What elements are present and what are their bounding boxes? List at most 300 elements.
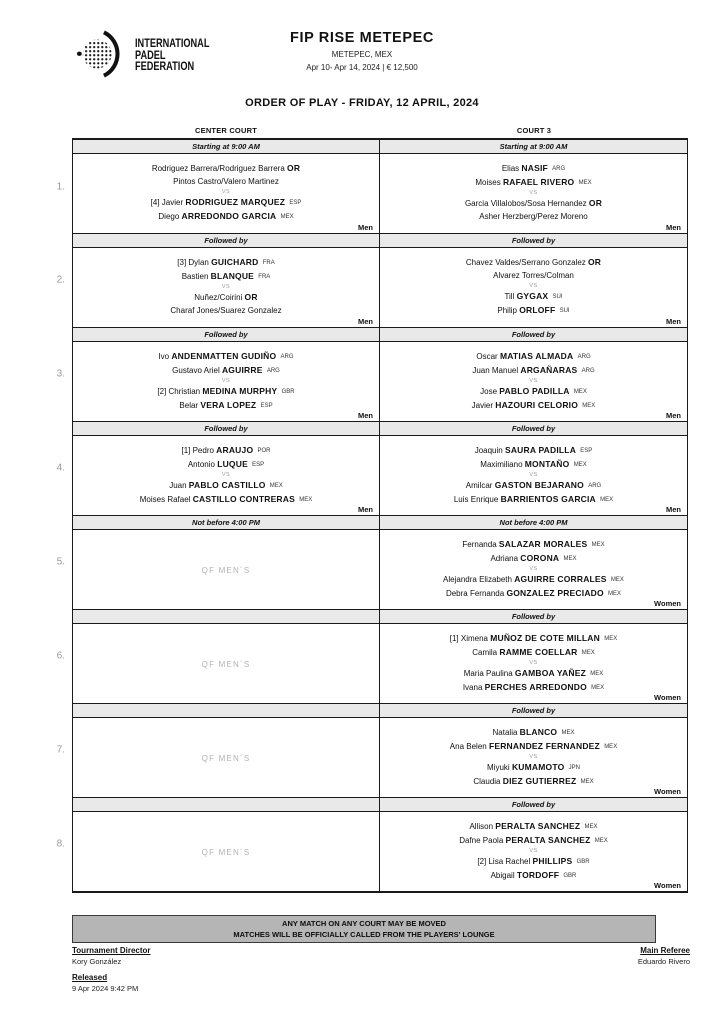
notice-line-2: MATCHES WILL BE OFFICIALLY CALLED FROM THE PLAYERS' LOUNGE (233, 930, 495, 939)
player-name-prefix: Camila (472, 647, 498, 657)
player-surname: AGUIRRE CORRALES (514, 574, 607, 584)
player-surname: OR (588, 257, 602, 267)
player-line (380, 479, 687, 493)
player-name-prefix: Maximiliano (480, 459, 523, 469)
match-slot-header: Followed by (380, 703, 687, 718)
player-line (380, 290, 687, 304)
match-slot-header (73, 797, 379, 812)
player-surname: BLANQUE (210, 270, 255, 281)
player-name-prefix: [4] Javier (150, 198, 184, 207)
player-name-prefix: Elias (501, 164, 520, 173)
row-number: 3. (56, 368, 65, 380)
player-line (380, 176, 687, 190)
gender-tag: Men (666, 411, 681, 420)
player-name-prefix: Adriana (490, 553, 519, 563)
match-cell-court-3 (380, 233, 687, 327)
padel-ball-icon (76, 28, 128, 85)
country-code: ESP (252, 461, 265, 468)
player-line (380, 350, 687, 364)
player-surname: OR (588, 198, 603, 208)
match-cell-center-court (73, 703, 380, 797)
match-slot-header: Followed by (380, 421, 687, 436)
country-code: MEX (563, 555, 577, 562)
player-name-prefix: Moises Rafael (139, 494, 191, 504)
player-surname: ARAUJO (216, 445, 254, 455)
player-surname: OR (287, 163, 301, 173)
player-name-prefix: Alejandra Elizabeth (443, 575, 512, 584)
player-line (380, 552, 687, 566)
player-line (73, 350, 379, 364)
vs-separator: VS (221, 284, 231, 290)
player-surname: ARGAÑARAS (520, 364, 578, 375)
player-line (380, 740, 687, 754)
player-line (380, 162, 687, 176)
player-surname: MUÑOZ DE COTE MILLAN (490, 633, 600, 643)
player-surname: MATIAS ALMADA (499, 351, 574, 361)
country-code: GBR (281, 389, 295, 395)
player-line (380, 646, 687, 660)
country-code: SUI (559, 307, 570, 314)
player-surname: SALAZAR MORALES (498, 539, 588, 549)
player-line (73, 364, 379, 378)
country-code: MEX (600, 496, 614, 503)
gender-tag: Men (358, 505, 373, 514)
vs-separator: VS (221, 378, 231, 384)
player-surname: OR (244, 292, 258, 302)
player-name-prefix: [1] Ximena (449, 634, 488, 643)
player-name-prefix: Amilcar (465, 481, 493, 490)
player-surname: PERALTA SANCHEZ (495, 821, 581, 831)
match-cell-body (380, 248, 687, 327)
player-name-prefix: Philip (497, 305, 517, 315)
row-number: 6. (56, 650, 65, 662)
qf-placeholder: QF MEN´S (201, 848, 251, 857)
match-cell-body (380, 718, 687, 797)
match-slot-header: Followed by (73, 421, 379, 436)
match-cell-center-court (73, 515, 380, 609)
match-cell-body (380, 812, 687, 891)
player-name-prefix: Luis Enrique (453, 494, 499, 504)
country-code: MEX (280, 213, 294, 220)
match-cell-body (380, 624, 687, 703)
player-line (380, 197, 687, 211)
match-slot-header: Starting at 9:00 AM (380, 140, 687, 154)
federation-logo (76, 28, 228, 85)
logo-line-2: PADEL (135, 49, 166, 62)
match-slot-header: Not before 4:00 PM (73, 515, 379, 530)
player-line (380, 587, 687, 601)
player-line (73, 176, 379, 189)
country-code: ARG (588, 483, 602, 489)
player-surname: PABLO CASTILLO (188, 480, 266, 490)
player-name-prefix: Dafne Paola (459, 835, 504, 845)
player-name-prefix: Moises (475, 177, 501, 187)
match-slot-header: Followed by (380, 233, 687, 248)
released-label: Released (72, 973, 108, 982)
match-cell-body (73, 436, 379, 515)
player-line (380, 211, 687, 224)
country-code: MEX (604, 636, 618, 642)
main-referee-label: Main Referee (640, 946, 690, 955)
player-surname: PHILLIPS (532, 856, 573, 866)
match-cell-body (380, 342, 687, 421)
player-name-prefix: Charaf Jones/Suarez Gonzalez (170, 305, 282, 315)
footer-info (72, 946, 690, 993)
country-code: MEX (591, 684, 605, 691)
player-name-prefix: Juan (169, 481, 187, 490)
schedule-row (56, 797, 687, 891)
match-cell-body (380, 154, 687, 233)
country-code: MEX (591, 542, 605, 548)
country-code: ARG (577, 354, 591, 360)
player-surname: TORDOFF (516, 869, 560, 880)
player-line (380, 681, 687, 695)
match-cell-court-3 (380, 421, 687, 515)
match-cell-center-court (73, 421, 380, 515)
court-header-center-court: CENTER COURT (195, 126, 257, 135)
player-name-prefix: [2] Lisa Rachel (477, 857, 531, 866)
player-surname: RAFAEL RIVERO (502, 176, 575, 187)
vs-separator: VS (529, 660, 538, 666)
match-cell-court-3 (380, 703, 687, 797)
match-slot-header: Starting at 9:00 AM (73, 140, 379, 154)
vs-separator: VS (529, 754, 538, 760)
country-code: GBR (576, 859, 590, 865)
match-cell-center-court (73, 327, 380, 421)
gender-tag: Women (654, 881, 681, 890)
player-surname: NASIF (521, 163, 548, 173)
row-number: 8. (56, 838, 65, 850)
match-cell-court-3 (380, 140, 687, 233)
match-cell-body (73, 718, 379, 797)
match-slot-header: Followed by (73, 233, 379, 248)
country-code: FRA (262, 260, 275, 266)
event-location: METEPEC, MEX (331, 50, 393, 59)
player-surname: LUQUE (217, 458, 248, 469)
country-code: MEX (573, 461, 587, 468)
gender-tag: Women (654, 599, 681, 608)
player-surname: DIEZ GUTIERREZ (502, 775, 577, 786)
logo-line-3: FEDERATION (135, 61, 195, 74)
country-code: MEX (580, 778, 594, 785)
gender-tag: Men (666, 317, 681, 326)
player-surname: PABLO PADILLA (499, 386, 570, 396)
country-code: FRA (258, 273, 271, 280)
match-cell-center-court (73, 609, 380, 703)
match-cell-court-3 (380, 515, 687, 609)
player-line (380, 667, 687, 681)
player-name-prefix: Pintos Castro/Valero Martinez (173, 176, 279, 186)
match-cell-body (73, 530, 379, 609)
match-cell-body (73, 248, 379, 327)
player-name-prefix: Chavez Valdes/Serrano Gonzalez (465, 258, 586, 267)
player-surname: BARRIENTOS GARCIA (500, 493, 596, 504)
schedule-row (56, 703, 687, 797)
footer-left (72, 946, 690, 993)
player-line (380, 493, 687, 507)
match-slot-header: Followed by (380, 327, 687, 342)
match-slot-header: Not before 4:00 PM (380, 515, 687, 530)
player-line (380, 256, 687, 270)
country-code: MEX (561, 730, 575, 736)
notice-band (72, 915, 656, 943)
match-slot-header: Followed by (380, 609, 687, 624)
player-line (73, 479, 379, 493)
player-line (380, 834, 687, 848)
player-name-prefix: Debra Fernanda (445, 588, 505, 598)
vs-separator: VS (529, 566, 538, 572)
match-cell-court-3 (380, 327, 687, 421)
player-line (73, 162, 379, 176)
match-cell-center-court (73, 797, 380, 891)
player-surname: FERNANDEZ FERNANDEZ (488, 740, 600, 751)
country-code: MEX (582, 402, 596, 409)
vs-separator: VS (529, 378, 538, 384)
player-name-prefix: Gustavo Ariel (172, 365, 220, 375)
player-line (380, 364, 687, 378)
match-cell-body (73, 812, 379, 891)
player-name-prefix: Bastien (181, 271, 209, 281)
vs-separator: VS (529, 848, 538, 854)
player-surname: MONTAÑO (524, 458, 570, 469)
country-code: JPN (568, 765, 580, 771)
match-cell-body (73, 342, 379, 421)
player-line (380, 444, 687, 458)
player-name-prefix: Garcia Villalobos/Sosa Hernandez (464, 199, 587, 208)
country-code: MEX (608, 590, 622, 597)
match-cell-court-3 (380, 609, 687, 703)
match-cell-center-court (73, 140, 380, 233)
notice-line-1: ANY MATCH ON ANY COURT MAY BE MOVED (282, 919, 446, 928)
schedule-row (56, 515, 687, 609)
row-number: 1. (56, 181, 65, 192)
match-slot-header: Followed by (380, 797, 687, 812)
schedule-row (56, 327, 687, 421)
match-cell-body (380, 436, 687, 515)
player-name-prefix: Natalia (492, 728, 518, 737)
schedule-row (56, 421, 687, 515)
player-line (380, 399, 687, 413)
player-name-prefix: Antonio (187, 459, 215, 469)
schedule-row (56, 609, 687, 703)
match-slot-header (73, 703, 379, 718)
match-cell-center-court (73, 233, 380, 327)
player-surname: KUMAMOTO (511, 762, 565, 772)
player-line (380, 573, 687, 587)
player-line (73, 305, 379, 318)
gender-tag: Women (654, 787, 681, 796)
player-name-prefix: Belar (179, 400, 199, 410)
player-name-prefix: Ivana (462, 682, 483, 692)
player-name-prefix: Diego (158, 211, 180, 221)
player-line (73, 385, 379, 399)
player-name-prefix: [3] Dylan (177, 258, 209, 267)
country-code: ARG (581, 367, 595, 374)
country-code: ARG (552, 166, 566, 172)
player-line (380, 538, 687, 552)
schedule-table (56, 126, 688, 893)
gender-tag: Men (358, 223, 373, 232)
player-name-prefix: Maria Paulina (463, 669, 513, 678)
match-slot-header: Followed by (73, 327, 379, 342)
player-surname: ARREDONDO GARCIA (181, 210, 277, 221)
country-code: ARG (266, 367, 280, 374)
schedule-row (56, 140, 687, 233)
player-line (73, 256, 379, 270)
country-code: MEX (269, 483, 283, 489)
player-line (380, 304, 687, 318)
country-code: MEX (299, 496, 313, 503)
player-surname: HAZOURI CELORIO (495, 399, 579, 410)
match-slot-header (73, 609, 379, 624)
player-surname: CORONA (520, 552, 560, 563)
vs-separator: VS (529, 472, 538, 478)
player-line (73, 493, 379, 507)
player-name-prefix: Rodriguez Barrera/Rodriguez Barrera (151, 164, 285, 173)
gender-tag: Men (358, 317, 373, 326)
schedule-rows (56, 140, 688, 893)
schedule-row (56, 233, 687, 327)
player-line (73, 270, 379, 284)
main-referee-name: Eduardo Rivero (637, 957, 690, 966)
player-line (380, 632, 687, 646)
player-line (380, 270, 687, 283)
player-name-prefix: Fernanda (462, 540, 497, 549)
player-name-prefix: Oscar (476, 352, 498, 361)
player-line (380, 775, 687, 789)
player-name-prefix: Asher Herzberg/Perez Moreno (479, 211, 588, 221)
player-surname: AGUIRRE (221, 364, 263, 375)
player-name-prefix: Ivo (158, 352, 170, 361)
country-code: MEX (581, 649, 595, 656)
event-dates-prize: Apr 10- Apr 14, 2024 | € 12,500 (306, 63, 418, 72)
player-surname: PERALTA SANCHEZ (505, 834, 591, 845)
player-surname: GONZALEZ PRECIADO (506, 587, 604, 598)
player-surname: GYGAX (516, 291, 549, 301)
country-code: MEX (594, 837, 608, 844)
player-name-prefix: Jose (480, 387, 498, 396)
country-code: ESP (289, 200, 302, 206)
federation-logo-text (135, 39, 228, 74)
qf-placeholder: QF MEN´S (201, 754, 251, 763)
player-line (73, 196, 379, 210)
player-surname: CASTILLO CONTRERAS (192, 493, 295, 504)
released-block (72, 973, 690, 993)
player-surname: BLANCO (519, 727, 558, 737)
row-number: 2. (56, 274, 65, 286)
player-line (380, 726, 687, 740)
qf-placeholder: QF MEN´S (201, 660, 251, 669)
event-title: FIP RISE METEPEC (290, 30, 434, 46)
gender-tag: Men (358, 411, 373, 420)
player-line (380, 855, 687, 869)
match-cell-body (73, 154, 379, 233)
event-title-block (290, 30, 434, 72)
player-name-prefix: Abigail (490, 870, 515, 880)
country-code: MEX (590, 671, 604, 677)
player-line (380, 385, 687, 399)
logo-line-1: INTERNATIONAL (135, 38, 210, 51)
player-surname: GAMBOA YAÑEZ (514, 668, 586, 678)
player-name-prefix: Alvarez Torres/Colman (493, 270, 574, 280)
country-code: POR (257, 448, 271, 454)
player-name-prefix: Claudia (473, 776, 501, 786)
gender-tag: Men (666, 223, 681, 232)
gender-tag: Men (666, 505, 681, 514)
qf-placeholder: QF MEN´S (201, 566, 251, 575)
country-code: ESP (580, 448, 593, 454)
player-surname: GUICHARD (211, 257, 259, 267)
match-cell-body (73, 624, 379, 703)
country-code: ARG (280, 354, 294, 360)
player-name-prefix: Javier (471, 400, 494, 410)
player-surname: GASTON BEJARANO (494, 480, 584, 490)
player-line (73, 444, 379, 458)
released-datetime: 9 Apr 2024 9:42 PM (72, 984, 139, 993)
player-line (73, 210, 379, 224)
country-code: MEX (578, 179, 592, 186)
player-name-prefix: Nuñez/Coirini (194, 293, 243, 302)
court-headers (72, 126, 688, 140)
player-line (380, 820, 687, 834)
player-line (380, 458, 687, 472)
vs-separator: VS (529, 190, 538, 196)
player-surname: ANDENMATTEN GUDIÑO (171, 351, 277, 361)
row-number: 4. (56, 462, 65, 474)
country-code: MEX (610, 577, 624, 583)
country-code: ESP (260, 402, 273, 409)
player-name-prefix: Ana Belen (449, 741, 487, 751)
vs-separator: VS (221, 472, 231, 478)
player-surname: RODRIGUEZ MARQUEZ (185, 197, 286, 207)
player-surname: MEDINA MURPHY (202, 386, 278, 396)
player-line (73, 458, 379, 472)
court-header-court-3: COURT 3 (516, 126, 552, 135)
vs-separator: VS (221, 189, 231, 195)
tournament-director-label: Tournament Director (72, 946, 151, 955)
player-name-prefix: Allison (469, 822, 494, 831)
match-cell-court-3 (380, 797, 687, 891)
player-surname: ORLOFF (519, 304, 556, 315)
tournament-director-block (72, 946, 690, 966)
row-number: 5. (56, 556, 65, 568)
player-name-prefix: Juan Manuel (472, 365, 519, 375)
player-surname: VERA LOPEZ (200, 399, 257, 410)
gender-tag: Women (654, 693, 681, 702)
player-surname: SAURA PADILLA (504, 445, 577, 455)
player-line (73, 291, 379, 305)
country-code: MEX (584, 824, 598, 830)
country-code: SUI (552, 294, 563, 300)
player-surname: RAMME COELLAR (499, 646, 578, 657)
footer-right (638, 946, 690, 966)
player-line (380, 761, 687, 775)
player-name-prefix: Till (504, 292, 515, 301)
match-cell-body (380, 530, 687, 609)
order-of-play-title: ORDER OF PLAY - FRIDAY, 12 APRIL, 2024 (245, 97, 479, 109)
country-code: MEX (573, 389, 587, 395)
player-name-prefix: Joaquin (474, 446, 503, 455)
country-code: MEX (604, 743, 618, 750)
player-name-prefix: [2] Christian (157, 387, 201, 396)
player-surname: PERCHES ARREDONDO (484, 681, 587, 692)
player-name-prefix: [1] Pedro (181, 446, 214, 455)
player-line (73, 399, 379, 413)
row-number: 7. (56, 744, 65, 756)
country-code: GBR (563, 872, 577, 879)
player-line (380, 869, 687, 883)
vs-separator: VS (529, 283, 538, 289)
